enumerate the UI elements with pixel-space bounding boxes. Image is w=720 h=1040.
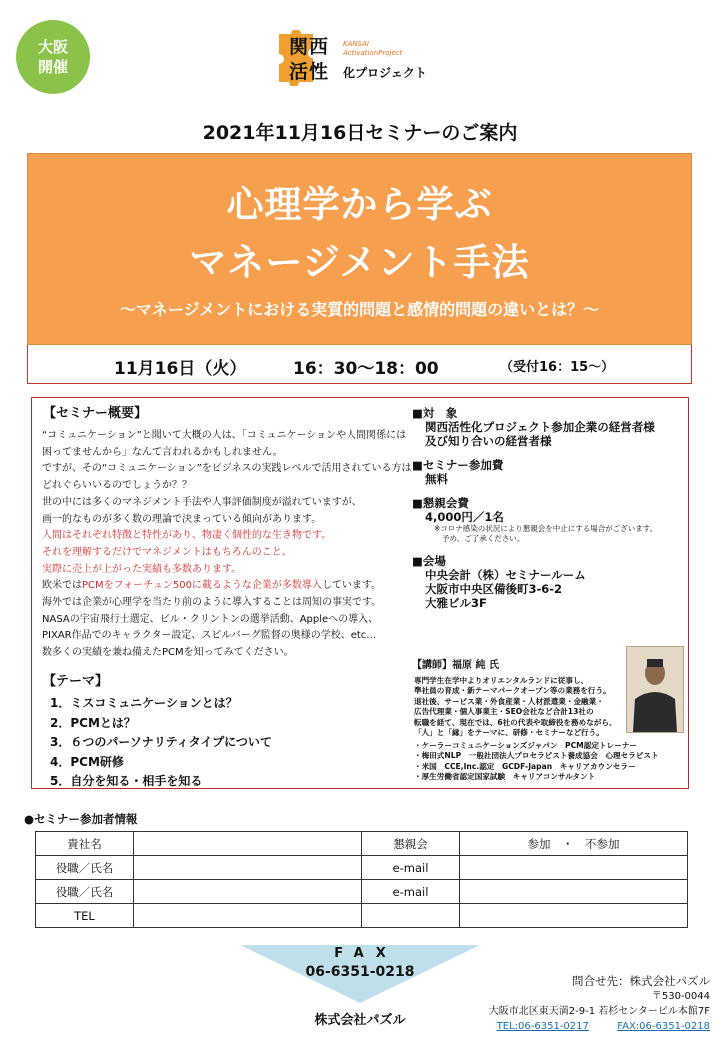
theme-item: 2．PCMとは？: [50, 715, 136, 730]
bio-line: 広告代理業・個人事業主・SEO会社など合計13社の: [414, 707, 594, 717]
target-value: 関西活性化プロジェクト参加企業の経営者様: [425, 420, 655, 434]
bio-line: 専門学生在学中よりオリエンタルランドに従事し、: [414, 676, 589, 685]
target-value: 及び知り合いの経営者様: [425, 434, 552, 448]
overview-line: 画一的なものが多く数の理論で決まっている傾向があります。: [42, 513, 322, 525]
overview-line-highlight: 実際に売上が上がった実績も多数あります。: [42, 563, 242, 575]
fax-number: 06-6351-0218: [305, 964, 415, 980]
contact-label: 問合せ先：株式会社パズル: [572, 974, 710, 988]
company-input[interactable]: [134, 832, 362, 856]
fee-value: 無料: [425, 472, 448, 486]
bio-line: 退社後、サービス業・外食産業・人材派遣業・金融業・: [414, 696, 604, 706]
logo-en-line1: KANSAI: [343, 40, 369, 48]
position-name-input[interactable]: [134, 856, 362, 880]
overview-line-pcm: 欧米ではPCMをフォーチュン500に載るような企業が多数導入しています。: [42, 580, 382, 592]
form-row-person: [36, 880, 688, 904]
logo-jp-suffix: 化プロジェクト: [343, 66, 427, 80]
participant-form-heading: ●セミナー参加者情報: [24, 812, 138, 826]
party-note: 予め、ご了承ください。: [442, 534, 525, 543]
party-fee-value: 4,000円／1名: [425, 510, 504, 524]
email-input[interactable]: [460, 880, 688, 904]
position-name-label: 役職／氏名: [36, 856, 134, 880]
theme-item: 1．ミスコミュニケーションとは？: [50, 696, 238, 710]
theme-item: 5．自分を知る・相手を知る: [50, 774, 203, 789]
bio-line: 「人」と「縁」をテーマに、研修・セミナーなど行う。: [414, 728, 604, 738]
tel-label: TEL: [36, 904, 134, 928]
bio-line: 準社員の育成・新テーマパークオープン等の業務を行う。: [414, 686, 611, 696]
lecturer-bio: [414, 676, 619, 738]
venue-value: 大雅ビル3F: [425, 596, 487, 610]
venue-value: 中央会計（株）セミナールーム: [425, 568, 586, 582]
lecturer-heading: 【講師】福原 純 氏: [412, 660, 499, 671]
company-label: 貴社名: [36, 832, 134, 856]
lecturer-qualifications: [414, 741, 684, 782]
overview-line-highlight: 人間はそれぞれ特徴と特性があり、物凄く個性的な生き物です。: [42, 530, 332, 542]
pcm-highlight: PCMをフォーチュン500に載るような企業が多数導入: [82, 580, 322, 592]
osaka-badge: [16, 20, 90, 94]
overview-line: 海外では企業が心理学を当たり前のように導入することは周知の事実です。: [42, 597, 382, 609]
banner-subtitle: ～マネージメントにおける実質的問題と感情的問題の違いとは？～: [119, 300, 600, 319]
overview-line-highlight: それを理解するだけでマネジメントはもちろんのこと、: [42, 546, 292, 558]
date-bar: [27, 345, 692, 384]
form-row-person: [36, 856, 688, 880]
lecturer-photo: [626, 646, 684, 733]
badge-line1: 大阪: [37, 38, 68, 56]
company-name: 株式会社パズル: [314, 1013, 406, 1028]
email-label: e-mail: [362, 880, 460, 904]
participant-form: [35, 831, 688, 928]
themes-list: [50, 694, 272, 792]
qual-line: ・厚生労働省認定国家試験 キャリアコンサルタント: [414, 771, 596, 781]
party-fee-label: ■懇親会費: [412, 496, 469, 510]
seminar-date: 11月16日（火）: [114, 359, 247, 379]
form-row-tel: [36, 904, 688, 928]
fax-label: FAX: [334, 946, 398, 961]
contact-address: 大阪市北区東天満2-9-1 若杉センタービル本館7F: [488, 1006, 710, 1017]
theme-item: 3．６つのパーソナリティタイプについて: [50, 735, 272, 750]
seminar-time: 16：30～18：00: [293, 359, 439, 379]
tel-blank: [362, 904, 460, 928]
target-label: ■対 象: [412, 406, 458, 420]
venue-value: 大阪市中央区備後町3-6-2: [425, 582, 563, 596]
overview-line: “コミュニケーション”と聞いて大概の人は、「コミュニケーションや人間関係には: [42, 430, 407, 441]
tel-input[interactable]: [134, 904, 362, 928]
banner-title-line1: 心理学から学ぶ: [226, 183, 493, 226]
badge-line2: 開催: [37, 58, 68, 76]
email-input[interactable]: [460, 856, 688, 880]
overview-line: PIXAR作品でのキャラクター設定、スピルバーグ監督の奥様の学校、etc…: [42, 630, 377, 642]
contact-info: [420, 974, 710, 1034]
position-name-input[interactable]: [134, 880, 362, 904]
overview-heading: 【セミナー概要】: [43, 406, 148, 421]
banner-title-line2: マネージメント手法: [189, 241, 530, 284]
logo-en-line2: ActivationProject: [343, 49, 403, 57]
overview-line: ですが、その“コミュニケーション”をビジネスの実践レベルで活用されている方は: [42, 463, 412, 475]
form-row-company: [36, 832, 688, 856]
overview-line: 世の中には多くのマネジメント手法や人事評価制度が溢れていますが、: [42, 496, 362, 508]
lecturer-portrait-icon: [627, 647, 683, 732]
overview-line: 困ってませんから」なんて言われるかもしれません。: [42, 446, 283, 458]
overview-text: [42, 428, 412, 662]
contact-fax-link[interactable]: FAX:06-6351-0218: [617, 1021, 710, 1032]
party-note: ※コロナ感染の状況により懇親会を中止にする場合がございます。: [434, 524, 658, 533]
reception-time: （受付16：15～）: [500, 360, 615, 375]
logo-kanji-top: 関西: [289, 36, 330, 58]
bio-line: 転職を経て、現在では、6社の代表や取締役を務めながら、: [414, 717, 617, 727]
theme-item: 4．PCM研修: [50, 754, 124, 769]
qual-line: ・梅田式NLP 一般社団法人プロセラピスト養成協会 心理セラピスト: [414, 751, 659, 761]
attendance-choice[interactable]: 参加 ・ 不参加: [460, 832, 688, 856]
seminar-info: [412, 406, 687, 610]
contact-postal: 〒530-0044: [651, 991, 710, 1002]
kansai-activation-logo: [277, 30, 467, 86]
position-name-label: 役職／氏名: [36, 880, 134, 904]
title-banner: [27, 153, 692, 345]
fee-label: ■セミナー参加費: [412, 458, 504, 472]
overview-line: NASAの宇宙飛行士選定、ビル・クリントンの選挙活動、Appleへの導入、: [42, 613, 379, 625]
page-title: 2021年11月16日セミナーのご案内: [202, 122, 518, 144]
qual-line: ・米国 CCE,Inc.認定 GCDF-Japan キャリアカウンセラー: [414, 761, 636, 771]
venue-label: ■会場: [412, 554, 446, 568]
contact-tel-link[interactable]: TEL:06-6351-0217: [496, 1021, 589, 1032]
logo-kanji-bottom: 活性: [289, 61, 330, 83]
overview-line: どれぐらいいるのでしょうか？？: [42, 480, 192, 492]
qual-line: ・ケーラーコミュニケーションズジャパン PCM認定トレーナー: [414, 741, 637, 750]
email-label: e-mail: [362, 856, 460, 880]
party-label: 懇親会: [362, 832, 460, 856]
themes-heading: 【テーマ】: [43, 674, 109, 689]
overview-line: 数多くの実績を兼ね備えたPCMを知ってみてください。: [42, 647, 294, 659]
tel-blank: [460, 904, 688, 928]
